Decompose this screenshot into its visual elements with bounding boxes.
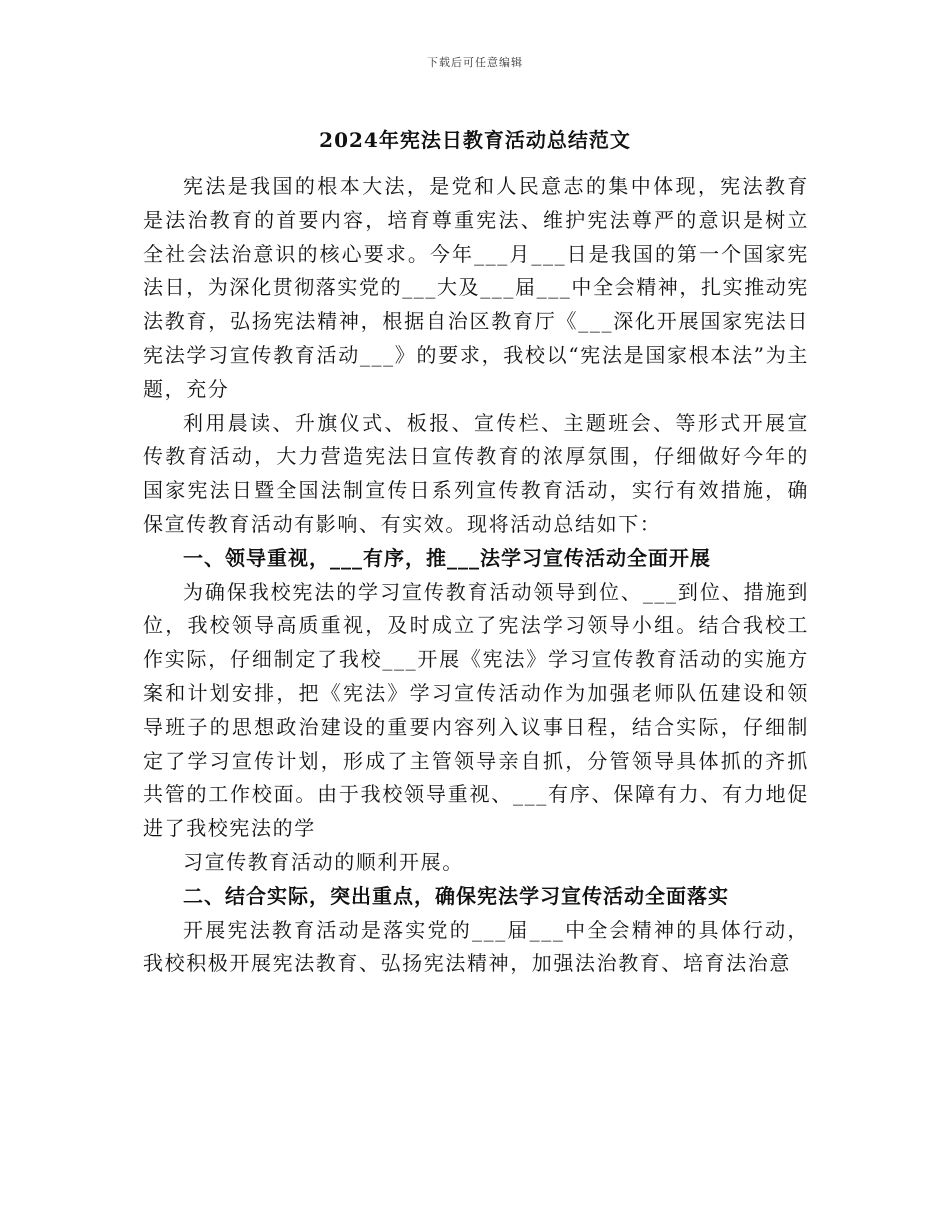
- paragraph-activities: 利用晨读、升旗仪式、板报、宣传栏、主题班会、等形式开展宣传教育活动，大力营造宪法日宣传教育的浓厚氛围，仔细做好今年的国家宪法日暨全国法制宣传日系列宣传教育活动，实行有效措施，确保宣传教育活动有影响、有实效。现将活动总结如下：: [143, 410, 809, 536]
- paragraph-intro: 宪法是我国的根本大法，是党和人民意志的集中体现，宪法教育是法治教育的首要内容，培育尊重宪法、维护宪法尊严的意识是树立全社会法治意识的核心要求。今年___月___日是我国的第一个国家宪法日，为深化贯彻落实党的___大及___届___中全会精神，扎实推动宪法教育，弘扬宪法精神，根据自治区教育厅《___深化开展国家宪法日宪法学习宣传教育活动___》的要求，我校以“宪法是国家根本法”为主题，充分: [143, 174, 809, 401]
- paragraph-practice: 开展宪法教育活动是落实党的___届___中全会精神的具体行动，我校积极开展宪法教育、弘扬宪法精神，加强法治教育、培育法治意: [143, 917, 809, 976]
- section-heading-2: 二、结合实际，突出重点，确保宪法学习宣传活动全面落实: [183, 883, 729, 908]
- paragraph-leadership: 为确保我校宪法的学习宣传教育活动领导到位、___到位、措施到位，我校领导高质重视，及时成立了宪法学习领导小组。结合我校工作实际，仔细制定了我校___开展《宪法》学习宣传教育活动的实施方案和计划安排，把《宪法》学习宣传活动作为加强老师队伍建设和领导班子的思想政治建设的重要内容列入议事日程，结合实际，仔细制定了学习宣传计划，形成了主管领导亲自抓，分管领导具体抓的齐抓共管的工作校面。由于我校领导重视、___有序、保障有力、有力地促进了我校宪法的学: [143, 579, 809, 841]
- document-title: 2024年宪法日教育活动总结范文: [319, 128, 631, 152]
- header-note: 下载后可任意编辑: [427, 56, 523, 69]
- document-body: [143, 170, 809, 981]
- section-heading-1: 一、领导重视，___有序，推___法学习宣传活动全面开展: [183, 545, 711, 570]
- paragraph-leadership-cont: 习宣传教育活动的顺利开展。: [183, 849, 464, 874]
